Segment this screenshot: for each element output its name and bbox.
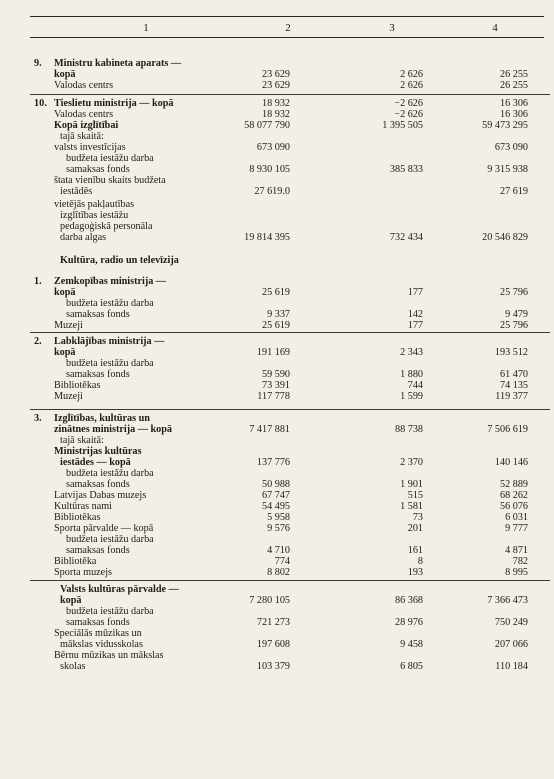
table-row <box>0 164 554 175</box>
cell-col-2: 23 629 <box>261 80 290 91</box>
cell-col-3: 385 833 <box>389 164 423 175</box>
cell-col-2: 18 932 <box>261 98 290 109</box>
cell-col-3: 86 368 <box>394 595 423 606</box>
cell-col-2: 67 747 <box>261 490 290 501</box>
row-label: štata vienību skaits budžeta <box>54 175 166 186</box>
row-label: Bibliotēka <box>54 556 97 567</box>
row-label: iestādēs <box>60 186 93 197</box>
row-label: Latvijas Dabas muzejs <box>54 490 147 501</box>
section-divider <box>30 409 550 410</box>
row-label: Kultūras nami <box>54 501 113 512</box>
cell-col-3: 88 738 <box>394 424 423 435</box>
table-row <box>0 617 554 628</box>
table-row <box>0 567 554 578</box>
cell-col-3: 1 395 505 <box>382 120 423 131</box>
table-row <box>0 595 554 606</box>
row-label: kopā <box>54 69 76 80</box>
cell-col-4: 9 315 938 <box>487 164 528 175</box>
table-row <box>0 628 554 639</box>
cell-col-4: 16 306 <box>499 109 528 120</box>
row-label: kopā <box>54 347 76 358</box>
row-label: Sporta pārvalde — kopā <box>54 523 154 534</box>
row-label: Valodas centrs <box>54 109 114 120</box>
row-label: Speciālās mūzikas un <box>54 628 142 639</box>
cell-col-3: 142 <box>407 309 423 320</box>
table-row <box>0 413 554 424</box>
row-number: 2. <box>34 336 42 347</box>
row-label: Bibliotēkas <box>54 512 101 523</box>
cell-col-4: 750 249 <box>494 617 528 628</box>
cell-col-2: 19 814 395 <box>244 232 290 243</box>
cell-col-2: 27 619.0 <box>254 186 290 197</box>
row-label: samaksas fonds <box>66 479 130 490</box>
table-row <box>0 98 554 109</box>
table-row <box>0 347 554 358</box>
table-row <box>0 80 554 91</box>
row-label: zinātnes ministrija — kopā <box>54 424 173 435</box>
cell-col-4: 27 619 <box>499 186 528 197</box>
table-row <box>0 501 554 512</box>
cell-col-2: 73 391 <box>261 380 290 391</box>
table-row <box>0 153 554 164</box>
table-row <box>0 309 554 320</box>
row-label: samaksas fonds <box>66 369 130 380</box>
cell-col-2: 4 710 <box>267 545 290 556</box>
cell-col-2: 103 379 <box>256 661 290 672</box>
cell-col-4: 52 889 <box>499 479 528 490</box>
cell-col-2: 721 273 <box>256 617 290 628</box>
row-number: 9. <box>34 58 42 69</box>
table-row <box>0 446 554 457</box>
table-row <box>0 468 554 479</box>
row-label: budžeta iestāžu darba <box>66 358 154 369</box>
cell-col-3: 28 976 <box>394 617 423 628</box>
row-label: Ministru kabineta aparats — <box>54 58 182 69</box>
table-row <box>0 380 554 391</box>
table-row <box>0 210 554 221</box>
table-row <box>0 287 554 298</box>
cell-col-4: 9 479 <box>505 309 528 320</box>
cell-col-4: 9 777 <box>505 523 528 534</box>
cell-col-3: 2 343 <box>400 347 423 358</box>
row-number: 3. <box>34 413 42 424</box>
cell-col-3: −2 626 <box>394 98 423 109</box>
column-header-3: 3 <box>389 22 395 34</box>
row-label: samaksas fonds <box>66 164 130 175</box>
cell-col-2: 25 619 <box>261 320 290 331</box>
row-label: budžeta iestāžu darba <box>66 606 154 617</box>
cell-col-3: 2 626 <box>400 69 423 80</box>
cell-col-4: 119 377 <box>495 391 528 402</box>
row-label: kopā <box>54 287 76 298</box>
cell-col-3: 201 <box>407 523 423 534</box>
cell-col-3: 73 <box>412 512 423 523</box>
cell-col-4: 4 871 <box>505 545 528 556</box>
cell-col-3: 1 581 <box>400 501 423 512</box>
table-row <box>0 534 554 545</box>
cell-col-3: 515 <box>407 490 423 501</box>
cell-col-4: 193 512 <box>494 347 528 358</box>
row-label: budžeta iestāžu darba <box>66 534 154 545</box>
row-label: budžeta iestāžu darba <box>66 468 154 479</box>
row-label: Zemkopības ministrija — <box>54 276 167 287</box>
cell-col-4: 25 796 <box>499 320 528 331</box>
cell-col-4: 68 262 <box>499 490 528 501</box>
row-label: Izglītības, kultūras un <box>54 413 150 424</box>
row-label: valsts investīcijas <box>54 142 126 153</box>
table-row <box>0 186 554 197</box>
cell-col-2: 8 802 <box>267 567 290 578</box>
cell-col-4: 7 366 473 <box>487 595 528 606</box>
table-row <box>0 606 554 617</box>
column-header-1: 1 <box>143 22 149 34</box>
row-label: Labklājības ministrija — <box>54 336 165 347</box>
cell-col-4: 8 995 <box>505 567 528 578</box>
row-number: 10. <box>34 98 47 109</box>
table-row <box>0 479 554 490</box>
row-label: Sporta muzejs <box>54 567 113 578</box>
cell-col-2: 673 090 <box>256 142 290 153</box>
cell-col-2: 25 619 <box>261 287 290 298</box>
row-label: budžeta iestāžu darba <box>66 298 154 309</box>
row-label: tajā skaitā: <box>60 435 104 446</box>
row-label: samaksas fonds <box>66 545 130 556</box>
section-divider <box>30 332 550 333</box>
column-header-4: 4 <box>492 22 498 34</box>
table-row <box>0 424 554 435</box>
table-row <box>0 221 554 232</box>
cell-col-3: 1 901 <box>400 479 423 490</box>
table-row <box>0 142 554 153</box>
cell-col-4: 673 090 <box>494 142 528 153</box>
cell-col-4: 59 473 295 <box>482 120 528 131</box>
row-label: Kultūra, radio un televīzija <box>60 255 179 266</box>
row-label: darba algas <box>60 232 107 243</box>
table-row <box>0 320 554 331</box>
row-number: 1. <box>34 276 42 287</box>
row-label: iestādes — kopā <box>60 457 131 468</box>
cell-col-4: 7 506 619 <box>487 424 528 435</box>
cell-col-2: 774 <box>274 556 290 567</box>
table-row <box>0 69 554 80</box>
cell-col-3: 8 <box>417 556 423 567</box>
cell-col-3: 177 <box>407 287 423 298</box>
row-label: Bērnu mūzikas un mākslas <box>54 650 164 661</box>
row-label: Valodas centrs <box>54 80 114 91</box>
cell-col-4: 25 796 <box>499 287 528 298</box>
row-label: mākslas vidusskolas <box>60 639 143 650</box>
cell-col-2: 7 280 105 <box>249 595 290 606</box>
cell-col-2: 7 417 881 <box>249 424 290 435</box>
cell-col-2: 137 776 <box>256 457 290 468</box>
cell-col-2: 197 608 <box>256 639 290 650</box>
table-row <box>0 199 554 210</box>
cell-col-4: 56 076 <box>499 501 528 512</box>
row-label: samaksas fonds <box>66 617 130 628</box>
cell-col-3: 1 599 <box>400 391 423 402</box>
cell-col-2: 9 337 <box>267 309 290 320</box>
cell-col-2: 58 077 790 <box>244 120 290 131</box>
row-label: budžeta iestāžu darba <box>66 153 154 164</box>
table-row <box>0 232 554 243</box>
row-label: Muzeji <box>54 320 83 331</box>
table-row <box>0 490 554 501</box>
table-row <box>0 58 554 69</box>
cell-col-3: 732 434 <box>389 232 423 243</box>
table-row <box>0 661 554 672</box>
cell-col-2: 23 629 <box>261 69 290 80</box>
table-row <box>0 556 554 567</box>
row-label: samaksas fonds <box>66 309 130 320</box>
column-header-2: 2 <box>285 22 291 34</box>
table-row <box>0 255 554 266</box>
cell-col-2: 18 932 <box>261 109 290 120</box>
row-label: vietējās pakļautības <box>54 199 135 210</box>
table-top-rule <box>30 16 544 17</box>
row-label: Tieslietu ministrija — kopā <box>54 98 174 109</box>
row-label: tajā skaitā: <box>60 131 104 142</box>
cell-col-4: 140 146 <box>494 457 528 468</box>
cell-col-4: 26 255 <box>499 80 528 91</box>
table-header-rule <box>30 37 544 38</box>
table-row <box>0 639 554 650</box>
table-row <box>0 120 554 131</box>
cell-col-3: −2 626 <box>394 109 423 120</box>
cell-col-2: 54 495 <box>261 501 290 512</box>
table-row <box>0 369 554 380</box>
cell-col-2: 5 958 <box>267 512 290 523</box>
cell-col-3: 161 <box>407 545 423 556</box>
row-label: Muzeji <box>54 391 83 402</box>
table-row <box>0 391 554 402</box>
cell-col-2: 8 930 105 <box>249 164 290 175</box>
cell-col-3: 193 <box>407 567 423 578</box>
cell-col-4: 26 255 <box>499 69 528 80</box>
table-row <box>0 584 554 595</box>
table-row <box>0 457 554 468</box>
cell-col-4: 110 184 <box>495 661 528 672</box>
row-label: kopā <box>60 595 82 606</box>
cell-col-3: 9 458 <box>400 639 423 650</box>
row-label: pedagoģiskā personāla <box>60 221 153 232</box>
table-row <box>0 435 554 446</box>
cell-col-3: 2 626 <box>400 80 423 91</box>
cell-col-2: 59 590 <box>261 369 290 380</box>
table-row <box>0 175 554 186</box>
cell-col-3: 744 <box>407 380 423 391</box>
row-label: Kopā izglītībai <box>54 120 119 131</box>
cell-col-2: 117 778 <box>257 391 290 402</box>
cell-col-2: 191 169 <box>256 347 290 358</box>
row-label: Bibliotēkas <box>54 380 101 391</box>
cell-col-3: 2 370 <box>400 457 423 468</box>
table-row <box>0 298 554 309</box>
cell-col-2: 9 576 <box>267 523 290 534</box>
section-divider <box>30 94 550 95</box>
cell-col-4: 207 066 <box>494 639 528 650</box>
cell-col-4: 782 <box>512 556 528 567</box>
table-row <box>0 336 554 347</box>
cell-col-4: 20 546 829 <box>482 232 528 243</box>
table-row <box>0 545 554 556</box>
cell-col-4: 6 031 <box>505 512 528 523</box>
table-row <box>0 512 554 523</box>
table-row <box>0 650 554 661</box>
table-row <box>0 276 554 287</box>
section-divider <box>30 580 550 581</box>
cell-col-2: 50 988 <box>261 479 290 490</box>
table-row <box>0 523 554 534</box>
cell-col-4: 61 470 <box>499 369 528 380</box>
table-row <box>0 131 554 142</box>
cell-col-3: 1 880 <box>400 369 423 380</box>
row-label: Ministrijas kultūras <box>54 446 142 457</box>
row-label: Valsts kultūras pārvalde — <box>60 584 179 595</box>
cell-col-3: 177 <box>407 320 423 331</box>
cell-col-4: 74 135 <box>499 380 528 391</box>
row-label: izglītības iestāžu <box>60 210 129 221</box>
table-row <box>0 109 554 120</box>
cell-col-3: 6 805 <box>400 661 423 672</box>
cell-col-4: 16 306 <box>499 98 528 109</box>
table-row <box>0 358 554 369</box>
row-label: skolas <box>60 661 86 672</box>
